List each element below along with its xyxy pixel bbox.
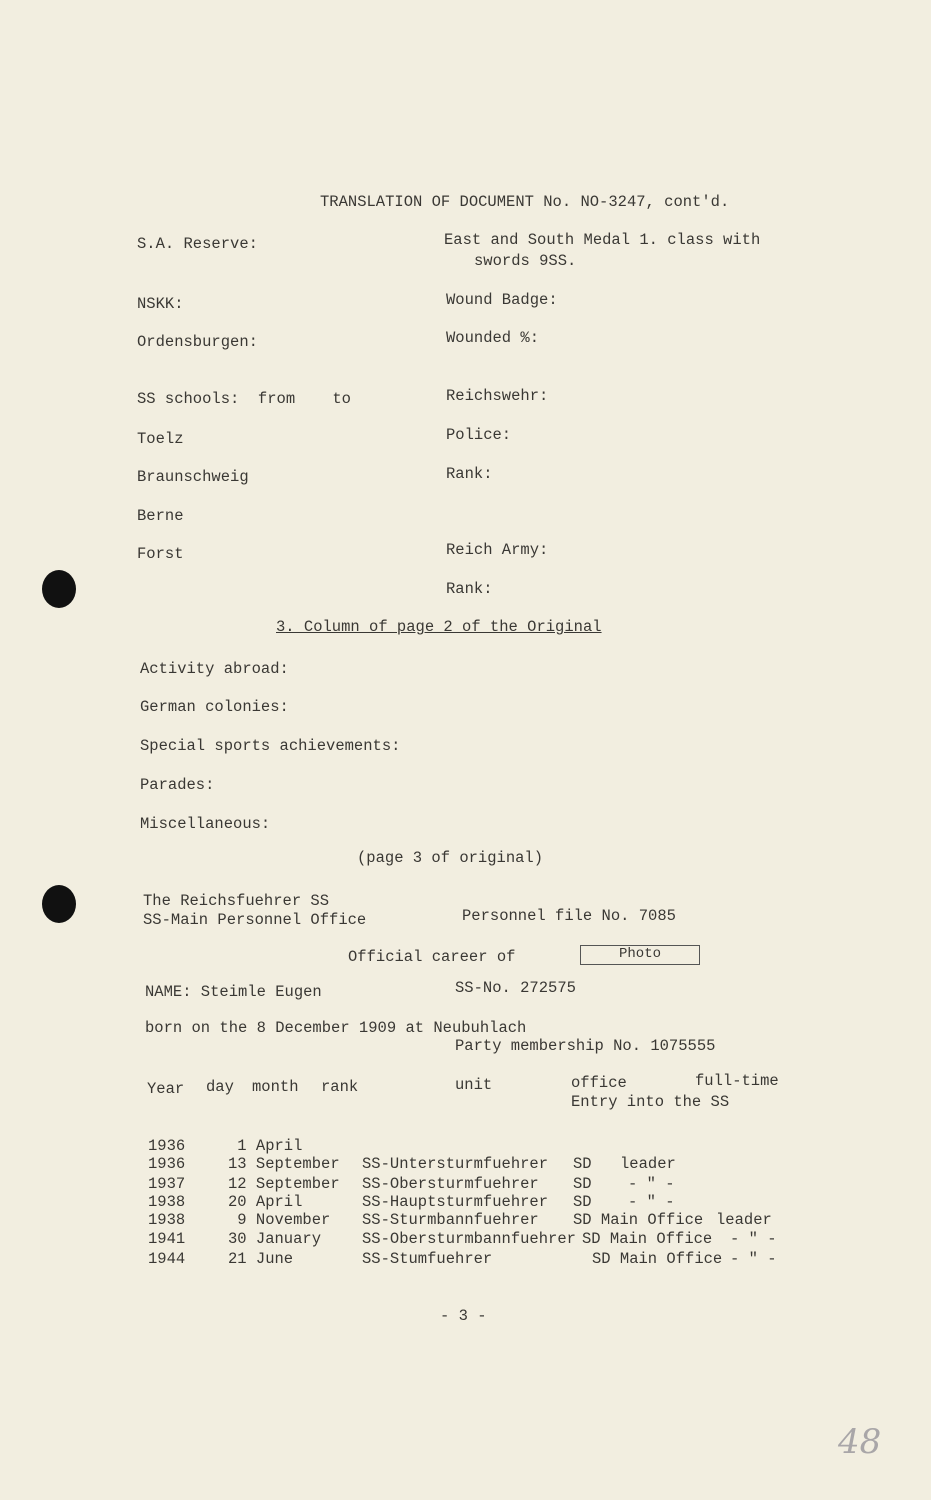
field-activity-abroad: Activity abroad:: [140, 660, 289, 678]
field-miscellaneous: Miscellaneous:: [140, 815, 271, 833]
ss-number: SS-No. 272575: [455, 979, 576, 997]
cell-date: 20 April: [228, 1193, 303, 1211]
cell-office: - " -: [730, 1230, 777, 1248]
field-rank: Rank:: [446, 465, 493, 483]
handwritten-page-number: 48: [838, 1422, 882, 1462]
field-rank-army: Rank:: [446, 580, 493, 598]
field-reich-army: Reich Army:: [446, 541, 549, 559]
cell-date: 13 September: [228, 1155, 340, 1173]
cell-year: 1938: [148, 1193, 186, 1211]
field-police: Police:: [446, 426, 512, 444]
field-sports: Special sports achievements:: [140, 737, 401, 755]
cell-rank: SS-Sturmbannfuehrer: [362, 1211, 539, 1229]
cell-date: 30 January: [228, 1230, 322, 1248]
header-year: Year: [147, 1080, 185, 1098]
header-full-time: full-time: [695, 1072, 779, 1090]
cell-date: 1 April: [228, 1137, 303, 1155]
field-braunschweig: Braunschweig: [137, 468, 249, 486]
photo-box: Photo: [580, 945, 700, 965]
official-career: Official career of: [348, 948, 516, 966]
cell-rank: SS-Untersturmfuehrer: [362, 1155, 549, 1173]
cell-rank: SS-Hauptsturmfuehrer: [362, 1193, 549, 1211]
page-number: - 3 -: [440, 1307, 487, 1325]
page3-note: (page 3 of original): [357, 849, 544, 867]
section-title: 3. Column of page 2 of the Original: [276, 618, 602, 636]
header-entry: Entry into the SS: [571, 1093, 730, 1111]
cell-unit: SD: [573, 1175, 592, 1193]
cell-rank: SS-Obersturmbannfuehrer: [362, 1230, 576, 1248]
header-month: month: [252, 1078, 299, 1096]
field-wounded: Wounded %:: [446, 329, 540, 347]
cell-unit: SD Main Office: [592, 1250, 723, 1268]
cell-office: - " -: [730, 1250, 777, 1268]
name-field: NAME: Steimle Eugen: [145, 983, 322, 1001]
office-line-1: The Reichsfuehrer SS: [143, 892, 330, 910]
document-header: TRANSLATION OF DOCUMENT No. NO-3247, cont'd.: [320, 193, 730, 211]
birth-info: born on the 8 December 1909 at Neubuhlach: [145, 1019, 527, 1037]
header-office: office: [571, 1074, 627, 1092]
field-medal-cont: swords 9SS.: [474, 252, 577, 270]
header-unit: unit: [455, 1076, 493, 1094]
field-berne: Berne: [137, 507, 184, 525]
punch-hole: [42, 570, 76, 608]
personnel-file: Personnel file No. 7085: [462, 907, 676, 925]
field-medal: East and South Medal 1. class with: [444, 231, 761, 249]
field-reichswehr: Reichswehr:: [446, 387, 549, 405]
cell-year: 1944: [148, 1250, 186, 1268]
cell-unit: SD Main Office: [582, 1230, 713, 1248]
cell-unit: SD: [573, 1193, 592, 1211]
header-day: day: [206, 1078, 234, 1096]
cell-office: - " -: [628, 1175, 675, 1193]
cell-unit: SD: [573, 1155, 592, 1173]
cell-unit: SD Main Office: [573, 1211, 704, 1229]
cell-rank: SS-Obersturmfuehrer: [362, 1175, 539, 1193]
field-forst: Forst: [137, 545, 184, 563]
field-sa-reserve: S.A. Reserve:: [137, 235, 258, 253]
party-membership: Party membership No. 1075555: [455, 1037, 716, 1055]
cell-year: 1936: [148, 1155, 186, 1173]
punch-hole: [42, 885, 76, 923]
office-line-2: SS-Main Personnel Office: [143, 911, 367, 929]
cell-rank: SS-Stumfuehrer: [362, 1250, 493, 1268]
cell-date: 21 June: [228, 1250, 294, 1268]
cell-year: 1938: [148, 1211, 186, 1229]
cell-office: - " -: [628, 1193, 675, 1211]
cell-office: leader: [716, 1211, 772, 1229]
cell-year: 1937: [148, 1175, 186, 1193]
header-rank: rank: [321, 1078, 359, 1096]
field-german-colonies: German colonies:: [140, 698, 289, 716]
cell-office: leader: [620, 1155, 676, 1173]
cell-year: 1936: [148, 1137, 186, 1155]
field-ordensburgen: Ordensburgen:: [137, 333, 258, 351]
field-toelz: Toelz: [137, 430, 184, 448]
field-wound-badge: Wound Badge:: [446, 291, 558, 309]
field-nskk: NSKK:: [137, 295, 184, 313]
field-parades: Parades:: [140, 776, 215, 794]
cell-date: 9 November: [228, 1211, 331, 1229]
cell-year: 1941: [148, 1230, 186, 1248]
field-ss-schools: SS schools: from to: [137, 390, 351, 408]
cell-date: 12 September: [228, 1175, 340, 1193]
